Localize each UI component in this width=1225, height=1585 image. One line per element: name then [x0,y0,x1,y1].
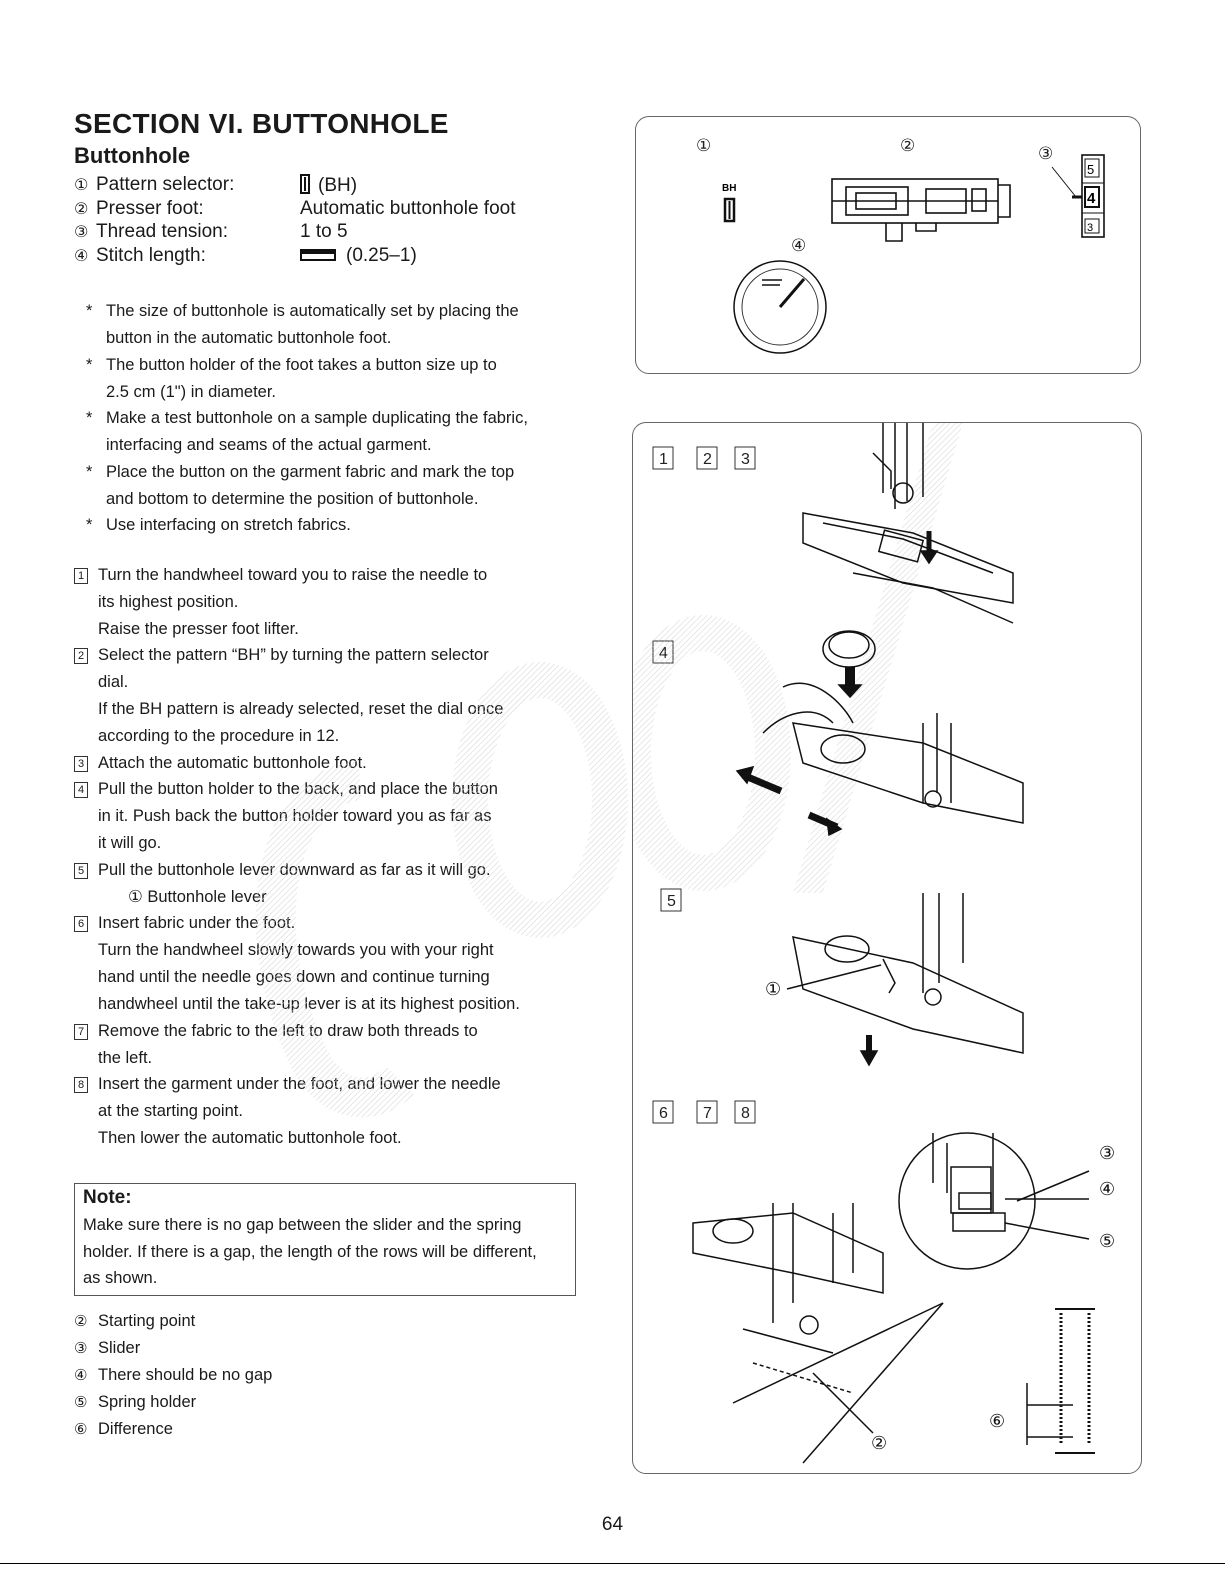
callout-1: ① [696,136,712,155]
spec-row [74,198,516,220]
svg-text:1: 1 [659,451,668,468]
step-item: 4 Pull the button holder to the back, and place the button in it. Push back the button holder toward you as far as it will go. [74,776,598,857]
svg-text:6: 6 [659,1105,668,1122]
spec-value: 1 to 5 [300,221,348,242]
svg-text:2: 2 [703,451,712,468]
spec-label: Stitch length: [96,245,206,266]
legend-item: ③ Slider [74,1339,141,1357]
steps-figure [632,422,1142,1474]
copy-watermark-left [250,640,650,1120]
step-item: 8 Insert the garment under the foot, and lower the needle at the starting point. Then lower the automatic buttonhole foot. [74,1071,598,1152]
step-item: 3 Attach the automatic buttonhole foot. [74,750,598,777]
step-item: 6 Insert fabric under the foot. Turn the handwheel slowly towards you with your right hand until the needle goes down and continue turning handwheel until the take-up lever is at its highest position. [74,910,598,1018]
spec-number: ② [74,201,89,218]
buttonhole-pattern-icon [300,174,310,194]
stitch-length-dial-icon [734,261,826,353]
callout-1: ① [765,979,782,999]
svg-text:8: 8 [741,1105,750,1122]
spec-label: Pattern selector: [96,174,235,195]
steps-illustration [633,423,1141,1473]
step-item: 5 Pull the buttonhole lever downward as far as it will go. ① Buttonhole lever [74,857,598,911]
bullet-item: * Place the button on the garment fabric and mark the top and bottom to determine the position of buttonhole. [86,459,606,513]
spec-value: Automatic buttonhole foot [300,198,516,219]
buttonhole-foot-icon [832,179,1010,241]
step-number: 4 [74,782,88,798]
subsection-title: Buttonhole [74,143,191,168]
bullet-mark: * [86,302,93,320]
bh-label: BH [722,183,737,194]
bullet-item: * Make a test buttonhole on a sample duplicating the fabric, interfacing and seams of the actual garment. [86,405,606,459]
svg-text:5: 5 [667,893,676,910]
section-title: SECTION VI. BUTTONHOLE [74,108,449,139]
legend-item: ④ There should be no gap [74,1366,273,1384]
callout-2: ② [900,136,916,155]
legend-item: ② Starting point [74,1312,196,1330]
svg-text:3: 3 [1087,222,1094,234]
spec-label: Presser foot: [96,198,204,219]
note-box [74,1183,576,1296]
bullet-mark: * [86,409,93,427]
step-item: 2 Select the pattern “BH” by turning the pattern selector dial. If the BH pattern is already selected, reset the dial once according to the procedure in 12. [74,642,598,750]
callout-3: ③ [1099,1143,1116,1163]
callout-4: ④ [791,236,807,255]
callout-2: ② [871,1433,888,1453]
callout-3: ③ [1038,144,1054,163]
step-number: 2 [74,648,88,664]
svg-text:4: 4 [1087,190,1096,207]
spec-label: Thread tension: [96,221,229,242]
note-title: Note: [83,1187,132,1208]
svg-text:5: 5 [1087,162,1095,177]
callout-5: ⑤ [1099,1231,1116,1251]
callout-4: ④ [1099,1179,1116,1199]
step-item: 7 Remove the fabric to the left to draw both threads to the left. [74,1018,598,1072]
step-number: 8 [74,1077,88,1093]
stitch-length-scale-icon [1052,155,1104,237]
spec-value: (BH) [300,174,357,197]
bullet-mark: * [86,516,93,534]
step-labels [653,447,755,1123]
svg-text:3: 3 [741,451,750,468]
settings-figure [635,116,1141,374]
note-text: Make sure there is no gap between the slider and the spring holder. If there is a gap, the length of the rows will be different, as shown. [83,1216,537,1287]
spec-row [74,174,358,196]
page-number: 64 [601,1514,624,1535]
legend-item: ⑥ Difference [74,1420,173,1438]
step-number: 6 [74,916,88,932]
step-number: 7 [74,1024,88,1040]
buttonhole-pattern-icon [725,199,734,221]
spec-number: ④ [74,248,89,265]
svg-text:7: 7 [703,1105,712,1122]
spec-row [74,221,348,243]
legend-item: ⑤ Spring holder [74,1393,197,1411]
bullet-mark: * [86,463,93,481]
spec-number: ③ [74,224,89,241]
bullet-item: * The size of buttonhole is automatically set by placing the button in the automatic buttonhole foot. [86,298,606,352]
lever-illustration [765,893,1023,1065]
garment-illustration [693,1133,1115,1463]
step-number: 5 [74,863,88,879]
bullet-item: * Use interfacing on stretch fabrics. [86,512,606,539]
spec-value: (0.25–1) [300,245,417,267]
spec-row [74,245,417,267]
callout-6: ⑥ [989,1411,1006,1431]
spec-number: ① [74,177,89,194]
step-number: 3 [74,756,88,772]
bullet-item: * The button holder of the foot takes a button size up to 2.5 cm (1") in diameter. [86,352,606,406]
step-number: 1 [74,568,88,584]
stitch-length-icon [300,248,336,262]
bullet-mark: * [86,356,93,374]
settings-illustration [636,117,1140,373]
step-item: 1 Turn the handwheel toward you to raise the needle to its highest position. Raise the presser foot lifter. [74,562,598,643]
bottom-rule [0,1563,1225,1564]
svg-text:4: 4 [659,645,668,662]
